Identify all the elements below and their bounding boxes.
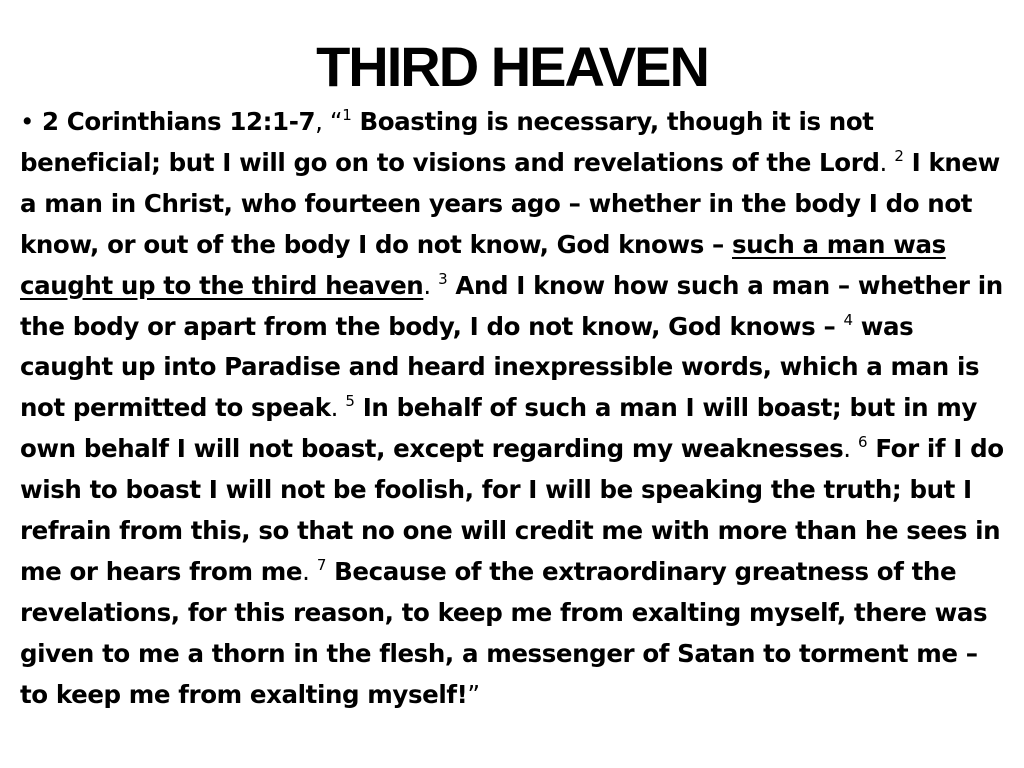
verse-7-text: Because of the extraordinary greatness of the revelations, for this reason, to keep me from exalting myself, there was given to me a thorn in the flesh, a messenger of Satan to torment me – to keep me from exalting myself!	[20, 556, 988, 709]
verse-number-3: 3	[438, 269, 448, 288]
bullet-marker: •	[20, 107, 35, 136]
verse-6-text: For if I do wish to boast I will not be foolish, for I will be speaking the truth; but I refrain from this, so that no one will credit me with more than he sees in me or hears from me	[20, 434, 1004, 586]
open-quote: “	[322, 107, 343, 136]
verse-2-underlined-text: such a man was caught up to the third heaven	[20, 229, 946, 300]
verse-4-end: .	[330, 393, 346, 423]
verse-number-5: 5	[345, 392, 355, 411]
verse-2-end: .	[423, 270, 439, 300]
close-quote: ”	[467, 679, 480, 709]
verse-number-2: 2	[894, 146, 904, 165]
verse-1-text: Boasting is necessary, though it is not beneficial; but I will go on to visions and revelations of the Lord	[20, 107, 880, 177]
scripture-reference: 2 Corinthians 12:1-7	[42, 107, 316, 136]
verse-number-1: 1	[342, 106, 352, 124]
verse-5-text: In behalf of such a man I will boast; but in my own behalf I will not boast, except regarding my weaknesses	[20, 393, 977, 464]
reference-comma: ,	[315, 107, 323, 136]
verse-2-text: I knew a man in Christ, who fourteen years ago – whether in the body I do not know, or out of the body I do not know, God knows –	[20, 147, 1000, 259]
slide-title: THIRD HEAVEN	[316, 35, 708, 98]
verse-3-text: And I know how such a man – whether in the body or apart from the body, I do not know, God knows –	[20, 270, 1003, 341]
verse-number-6: 6	[858, 433, 868, 452]
verse-6-end: .	[302, 556, 317, 586]
verse-1-end: .	[879, 147, 895, 177]
scripture-bullet	[20, 102, 1010, 716]
verse-4-text: was caught up into Paradise and heard inexpressible words, which a man is not permitted to speak	[20, 311, 980, 423]
verse-number-7: 7	[316, 555, 327, 574]
verse-number-4: 4	[843, 310, 853, 329]
verse-5-end: .	[843, 434, 859, 464]
